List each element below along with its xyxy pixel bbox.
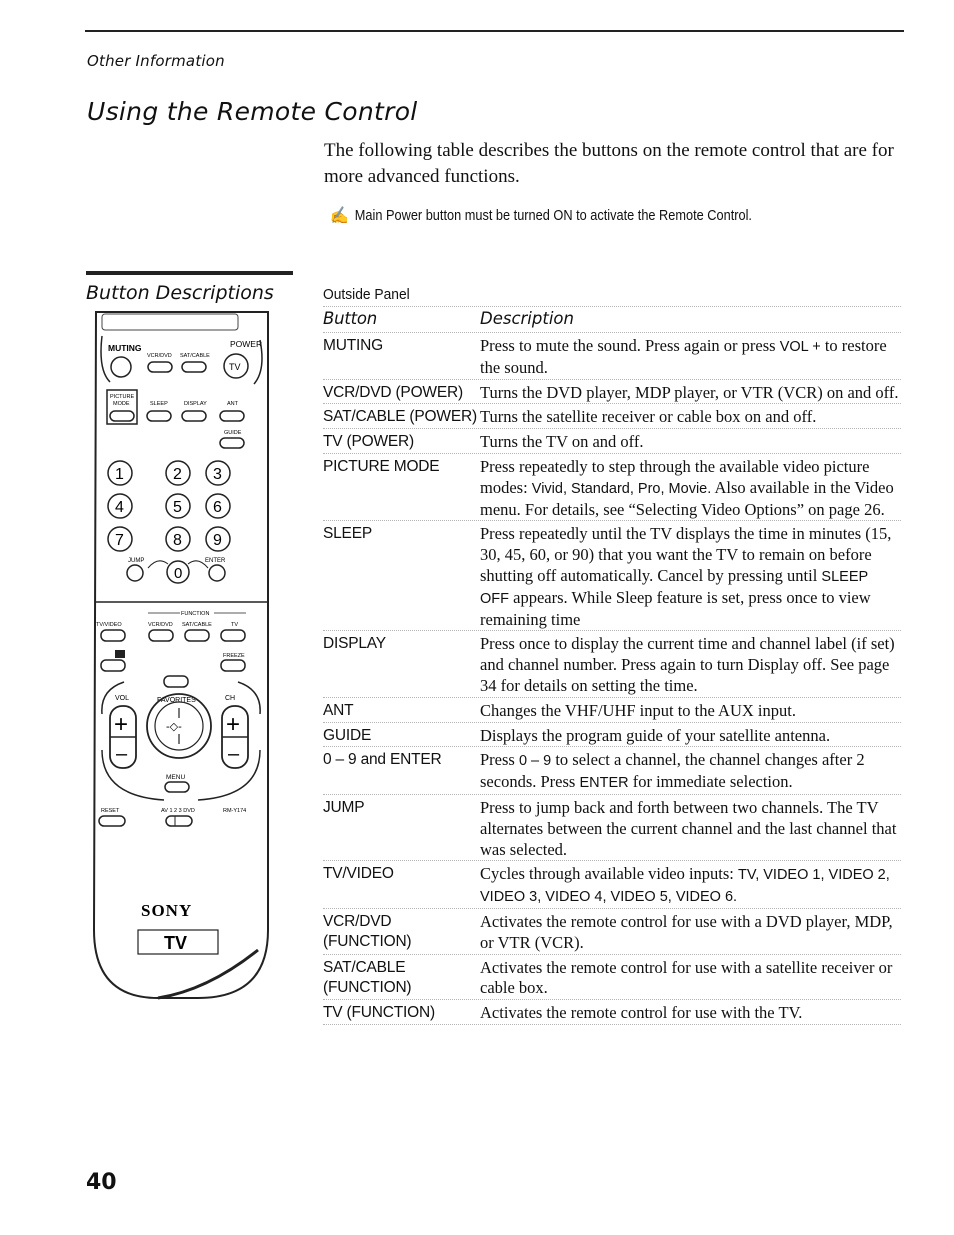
digit-7-label: 7 [115, 532, 124, 549]
vcrdvd-power-button [148, 362, 172, 372]
display-button [182, 411, 206, 421]
description-cell [480, 1000, 900, 1024]
digit-8-label: 8 [173, 532, 182, 549]
mts-button [101, 660, 125, 671]
digit-9-label: 9 [213, 532, 222, 549]
favorites-button [164, 676, 188, 687]
sidebar-rule [86, 271, 293, 275]
button-name-cell: 0 – 9 and ENTER [323, 751, 442, 769]
inline-label: 0 – 9 [518, 753, 552, 770]
numeric-keypad [108, 461, 230, 551]
description-cell [480, 521, 900, 630]
intro-paragraph: The following table describes the buttons on the remote control that are for more advanced functions. [324, 140, 894, 187]
remote-tv-badge-label: TV [164, 933, 188, 953]
remote-label-function: FUNCTION [181, 611, 210, 617]
inline-label: TV, VIDEO 1, VIDEO 2, VIDEO 3, VIDEO 4, VIDEO 5, VIDEO 6. [480, 867, 890, 906]
button-name-cell: SLEEP [323, 525, 372, 543]
channel-down-label: – [228, 743, 240, 765]
page-title: Using the Remote Control [87, 97, 418, 126]
table-row [323, 631, 901, 697]
digit-1-label: 1 [115, 466, 124, 483]
button-name-cell: TV (POWER) [323, 433, 414, 451]
description-text: to restore the sound. [480, 336, 887, 377]
top-rule [85, 30, 904, 32]
description-cell [480, 698, 900, 722]
av-button [166, 816, 192, 826]
description-text: Also available in the Video menu. For details, see “Selecting Video Options” on page 26. [480, 477, 894, 519]
digit-3-label: 3 [213, 466, 222, 483]
table-row [323, 454, 901, 521]
description-cell [480, 404, 900, 428]
table-caption: Outside Panel [323, 286, 410, 303]
digit-0-label: 0 [174, 565, 183, 582]
description-cell [480, 631, 900, 696]
description-cell [480, 723, 900, 747]
button-name-cell: TV/VIDEO [323, 865, 394, 883]
description-text: Press to jump back and forth between two channels. The TV alternates between the current channel and the last channel that was selected. [480, 797, 897, 859]
digit-4-label: 4 [115, 499, 124, 516]
table-row [323, 380, 901, 405]
remote-brand: SONY [141, 901, 193, 920]
description-text: Changes the VHF/UHF input to the AUX input. [480, 700, 796, 720]
tvvideo-button [101, 630, 125, 641]
digit-5-label: 5 [173, 499, 182, 516]
description-cell [480, 380, 900, 404]
jump-button [127, 565, 143, 581]
remote-label-mode: MODE [113, 401, 130, 407]
remote-label-vcrdvd: VCR/DVD [147, 353, 172, 359]
remote-label-satcable2: SAT/CABLE [182, 622, 212, 628]
inline-label: Vivid, Standard, Pro, Movie. [531, 480, 712, 497]
description-cell [480, 955, 900, 1000]
table-row [323, 429, 901, 454]
description-text: Press once to display the current time and channel label (if set) and channel number. Press again to turn Display off. See page 34 for details on setting the time. [480, 634, 895, 695]
remote-label-jump: JUMP [128, 558, 145, 564]
reset-button [99, 816, 125, 826]
description-cell [480, 333, 900, 379]
channel-up-label: + [226, 711, 241, 738]
description-cell [480, 454, 900, 520]
button-name-cell: SAT/CABLE (FUNCTION) [323, 958, 412, 997]
description-cell [480, 747, 900, 794]
remote-label-display: DISPLAY [184, 401, 207, 407]
description-text: appears. While Sleep feature is set, press once to view remaining time [480, 587, 871, 629]
description-text: Activates the remote control for use with a satellite receiver or cable box. [480, 957, 893, 998]
remote-label-power: POWER [230, 339, 263, 349]
muting-button [111, 357, 131, 377]
description-text: Press [480, 750, 519, 770]
remote-label-vcrdvd2: VCR/DVD [148, 622, 173, 628]
remote-label-picture: PICTURE [110, 394, 135, 400]
table-row [323, 861, 901, 909]
description-text: Turns the DVD player, MDP player, or VTR (VCR) on and off. [480, 382, 899, 402]
description-text: Activates the remote control for use with a DVD player, MDP, or VTR (VCR). [480, 911, 893, 952]
digit-2-label: 2 [173, 466, 182, 483]
remote-label-menu: MENU [166, 774, 186, 781]
button-name-cell: ANT [323, 701, 354, 719]
button-name-cell: MUTING [323, 337, 383, 354]
button-name-cell: JUMP [323, 798, 365, 816]
description-text: Displays the program guide of your satellite antenna. [480, 725, 831, 745]
button-name-cell: GUIDE [323, 726, 372, 744]
remote-label-muting: MUTING [108, 343, 142, 353]
description-cell [480, 909, 900, 954]
satcable-power-button [182, 362, 206, 372]
button-name-cell: VCR/DVD (FUNCTION) [323, 912, 412, 951]
page-number: 40 [86, 1170, 117, 1195]
description-text: Press repeatedly until the TV displays the time in minutes (15, 30, 45, 60, or 90) that you want the TV to remain on before shutting off automatically. Cancel by pressing until [480, 524, 892, 585]
description-text: Activates the remote control for use with the TV. [480, 1003, 803, 1023]
table-header-row [323, 306, 901, 333]
remote-label-favorites: FAVORITES [157, 697, 196, 704]
remote-label-tv: TV [229, 362, 241, 372]
picture-mode-button [110, 411, 134, 421]
freeze-button [221, 660, 245, 671]
button-name-cell: PICTURE MODE [323, 457, 440, 475]
column-header-button: Button [323, 309, 378, 329]
table-row [323, 1000, 901, 1025]
inline-label: SLEEP OFF [480, 568, 868, 607]
table-row [323, 747, 901, 795]
sleep-button [147, 411, 171, 421]
remote-label-ch: CH [225, 695, 236, 702]
table-row [323, 795, 901, 861]
remote-label-model: RM-Y174 [223, 808, 247, 814]
section-label: Other Information [87, 52, 225, 70]
note [330, 206, 752, 226]
volume-down-label: – [116, 743, 128, 765]
description-text: Press to mute the sound. Press again or press [480, 336, 780, 355]
remote-label-vol: VOL [115, 695, 130, 702]
remote-label-av: AV 1 2 3 DVD [161, 808, 195, 814]
remote-label-enter: ENTER [205, 558, 226, 564]
satcable-function-button [185, 630, 209, 641]
description-text: Turns the satellite receiver or cable box on and off. [480, 407, 817, 427]
description-cell [480, 861, 900, 908]
note-text: Main Power button must be turned ON to activate the Remote Control. [354, 208, 752, 224]
volume-up-label: + [114, 711, 129, 738]
remote-label-guide: GUIDE [224, 430, 242, 436]
tv-function-button [221, 630, 245, 641]
description-text: to select a channel, the channel changes after 2 seconds. Press [480, 750, 865, 792]
remote-label-tvvideo: TV/VIDEO [96, 622, 122, 628]
enter-button [209, 565, 225, 581]
table-row [323, 909, 901, 955]
vcrdvd-function-button [149, 630, 173, 641]
table-row [323, 723, 901, 748]
button-description-table [323, 284, 901, 1025]
table-row [323, 955, 901, 1001]
note-pen-icon: ✍ [330, 206, 349, 225]
inline-label: ENTER [579, 775, 629, 792]
digit-6-label: 6 [213, 499, 222, 516]
sidebar-title: Button Descriptions [86, 282, 274, 304]
button-name-cell: TV (FUNCTION) [323, 1004, 435, 1022]
table-row [323, 404, 901, 429]
remote-label-freeze: FREEZE [223, 653, 245, 659]
menu-button [165, 782, 189, 792]
remote-control-illustration [88, 310, 273, 1000]
button-name-cell: SAT/CABLE (POWER) [323, 408, 477, 426]
ant-button [220, 411, 244, 421]
description-cell [480, 429, 900, 453]
table-row [323, 521, 901, 631]
table-row [323, 333, 901, 380]
remote-label-reset: RESET [101, 808, 120, 814]
description-text: Cycles through available video inputs: [480, 864, 738, 884]
button-name-cell: VCR/DVD (POWER) [323, 383, 463, 401]
remote-label-satcable: SAT/CABLE [180, 353, 210, 359]
remote-label-ant: ANT [227, 401, 238, 407]
svg-text:-◇-: -◇- [166, 721, 182, 733]
table-row [323, 698, 901, 723]
remote-label-sleep: SLEEP [150, 401, 168, 407]
description-cell [480, 795, 900, 860]
description-text: Press repeatedly to step through the available video picture modes: [480, 456, 870, 497]
guide-button [220, 438, 244, 448]
button-name-cell: DISPLAY [323, 635, 386, 653]
description-text: Turns the TV on and off. [480, 432, 644, 452]
remote-label-tv2: TV [231, 622, 239, 628]
column-header-description: Description [480, 309, 574, 329]
inline-label: VOL + [779, 339, 821, 355]
description-text: for immediate selection. [628, 772, 793, 792]
table-body [323, 333, 901, 1025]
